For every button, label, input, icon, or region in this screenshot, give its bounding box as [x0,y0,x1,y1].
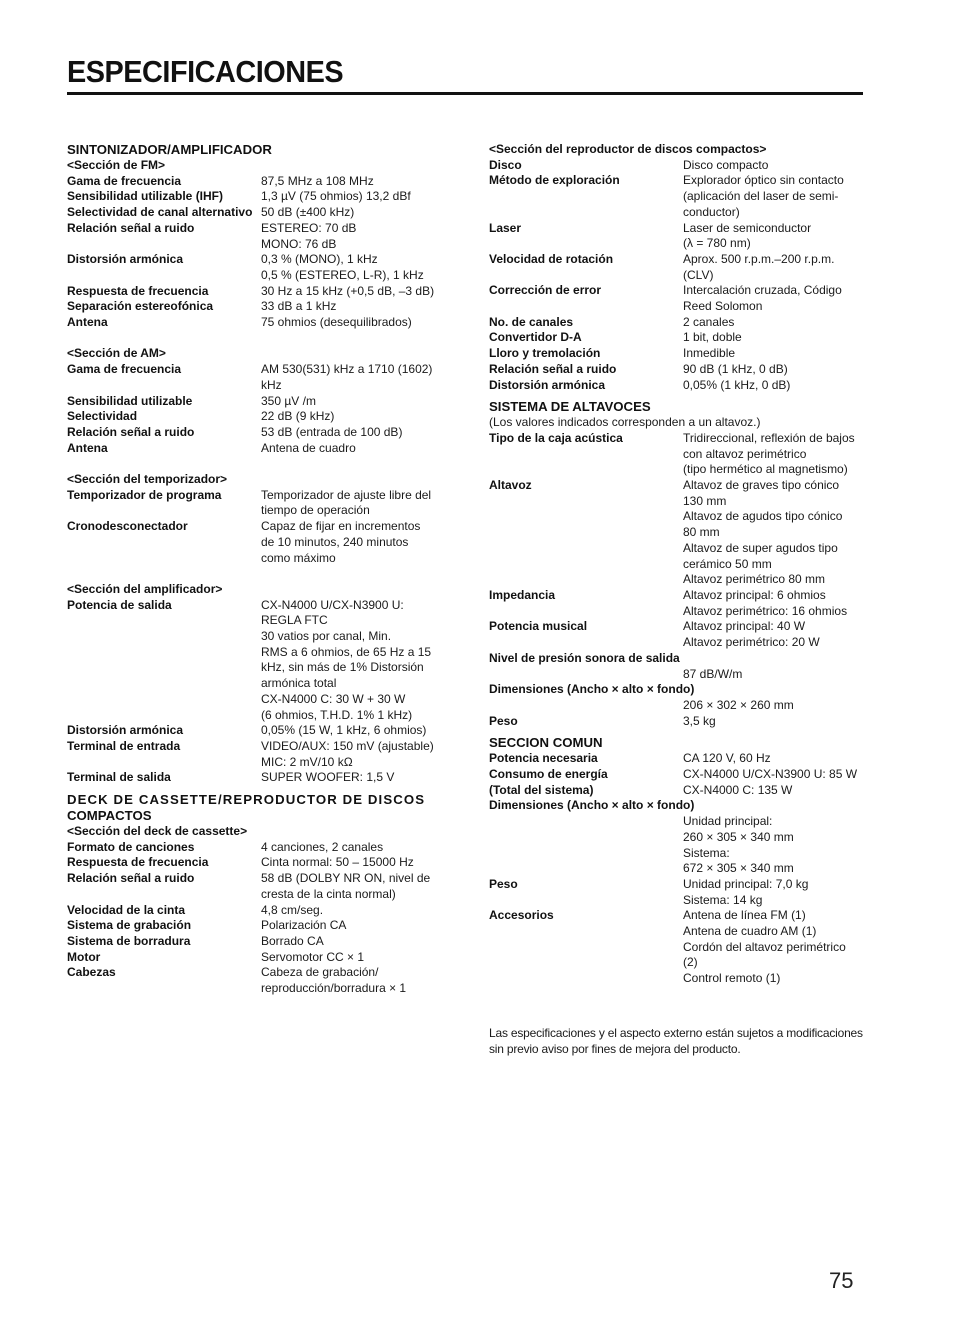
spec-label: Altavoz [489,478,532,493]
spec-label: Relación señal a ruido [67,871,195,886]
spec-value: 87,5 MHz a 108 MHz [261,173,374,188]
spec-value: Altavoz de graves tipo cónico 130 mm Altavoz de agudos tipo cónico 80 mm Altavoz de super agudos tipo cerámico 50 mm Altavoz perimétrico 80 mm [683,478,843,587]
spec-value: Aprox. 500 r.p.m.–200 r.p.m. (CLV) [683,251,835,282]
spec-row [489,330,879,346]
spec-value: 87 dB/W/m [683,666,743,681]
spec-row [489,221,879,252]
am-spec-list [67,362,457,456]
spec-row [67,221,457,252]
amplifier-spec-list [67,598,457,786]
spec-row [67,519,457,566]
spec-label: Sistema de borradura [67,934,191,948]
subsection-cd: <Sección del reproductor de discos compactos> [489,142,767,156]
spec-value: 90 dB (1 kHz, 0 dB) [683,361,788,376]
spec-row [489,362,879,378]
spec-value: CX-N4000 C: 135 W [683,782,793,797]
spec-row [489,698,879,714]
spec-value: 0,05% (15 W, 1 kHz, 6 ohmios) [261,723,427,738]
spec-row [67,723,457,739]
common-tail-spec-list [489,877,879,987]
section-title-deck: DECK DE CASSETTE/REPRODUCTOR DE DISCOS [67,792,426,808]
spec-label: Convertidor D-A [489,330,582,345]
cd-spec-list [489,158,879,394]
spec-value: 33 dB a 1 kHz [261,299,337,314]
spec-value: 1,3 µV (75 ohmios) 13,2 dBf [261,189,411,204]
spec-label: Cabezas [67,965,116,980]
section-title-deck-line2: COMPACTOS [67,808,152,824]
spec-label: (Total del sistema) [489,782,594,797]
section-title-common: SECCION COMUN [489,735,603,751]
spec-row [489,158,879,174]
spec-row [67,855,457,871]
spec-value: Unidad principal: 260 × 305 × 340 mm Sistema: 672 × 305 × 340 mm [683,814,794,876]
spec-value: Laser de semiconductor (λ = 780 nm) [683,220,812,251]
spec-label: Consumo de energía [489,767,608,782]
page-number: 75 [829,1268,854,1293]
spec-value: 75 ohmios (desequilibrados) [261,315,412,330]
fm-spec-list [67,174,457,331]
spec-row [489,651,879,667]
spec-value: Altavoz principal: 6 ohmios Altavoz perimétrico: 16 ohmios [683,587,848,618]
spec-value: 22 dB (9 kHz) [261,409,335,424]
spec-label: Relación señal a ruido [67,424,195,439]
spec-row [489,767,879,783]
spec-label: Potencia musical [489,619,588,634]
spec-label: Dimensiones (Ancho × alto × fondo) [489,798,695,813]
spec-label: Tipo de la caja acústica [489,430,623,445]
spec-row [489,908,879,987]
spec-row [67,965,457,996]
spec-row [67,871,457,902]
spec-row [67,425,457,441]
spec-value: Temporizador de ajuste libre del tiempo de operación [261,487,432,518]
spec-row [489,751,879,767]
spec-row [489,814,879,877]
spec-value: 4 canciones, 2 canales [261,839,384,854]
spec-value: 50 dB (±400 kHz) [261,205,355,220]
spec-row [489,315,879,331]
section-title-amplifier: SINTONIZADOR/AMPLIFICADOR [67,142,272,157]
spec-row [489,667,879,683]
spec-value: 206 × 302 × 260 mm [683,697,794,712]
spec-label: Potencia de salida [67,597,172,612]
spec-row [67,598,457,724]
spec-row [67,362,457,393]
subsection-cassette: <Sección del deck de cassette> [67,824,248,839]
spec-row [489,378,879,394]
spec-label: Motor [67,949,101,964]
spec-row [67,394,457,410]
spec-row [67,409,457,425]
spec-row [67,739,457,770]
spec-row [489,173,879,220]
spec-row [67,918,457,934]
spec-label: No. de canales [489,314,574,329]
spec-row [67,770,457,786]
left-column [67,142,457,997]
spec-label: Distorsión armónica [67,252,184,267]
spec-label: Relación señal a ruido [67,220,195,235]
spec-row [489,682,879,698]
spec-label: Cronodesconectador [67,519,188,534]
spec-label: Disco [489,157,522,172]
spec-label: Antena [67,440,108,455]
spec-label: Dimensiones (Ancho × alto × fondo) [489,682,695,697]
title-rule [67,92,863,95]
spec-label: Sensibilidad utilizable (IHF) [67,189,224,204]
spec-label: Terminal de salida [67,770,171,785]
spec-value: CX-N4000 U/CX-N3900 U: 85 W [683,767,858,782]
spec-row [489,346,879,362]
spec-label: Accesorios [489,908,554,923]
spec-row [489,714,879,730]
spec-value: 1 bit, doble [683,330,742,345]
spec-row [489,431,879,478]
page-title: ESPECIFICACIONES [67,54,344,89]
spec-value: ESTEREO: 70 dB MONO: 76 dB [261,220,357,251]
spec-value: Cinta normal: 50 – 15000 Hz [261,855,414,870]
timer-spec-list [67,488,457,567]
spec-value: Intercalación cruzada, Código Reed Solomon [683,283,842,314]
spec-value: Servomotor CC × 1 [261,949,365,964]
spec-label: Selectividad [67,409,138,424]
spec-row [489,283,879,314]
spec-label: Velocidad de la cinta [67,902,186,917]
spec-label: Respuesta de frecuencia [67,283,209,298]
spec-label: Temporizador de programa [67,487,222,502]
spec-row [67,299,457,315]
spec-value: 58 dB (DOLBY NR ON, nivel de cresta de la cinta normal) [261,871,431,901]
spec-value: Tridireccional, reflexión de bajos con altavoz perimétrico (tipo hermético al magnetismo) [683,430,855,477]
cassette-spec-list [67,840,457,997]
spec-label: Impedancia [489,587,556,602]
spec-value: Disco compacto [683,157,769,172]
section-title-speakers: SISTEMA DE ALTAVOCES [489,399,651,415]
spec-label: Potencia necesaria [489,751,598,766]
spec-value: CA 120 V, 60 Hz [683,751,771,766]
speakers-spec-list [489,431,879,651]
spec-row [67,189,457,205]
spec-row [489,478,879,588]
spec-row [489,252,879,283]
spec-label: Velocidad de rotación [489,251,614,266]
spec-value: Antena de línea FM (1) Antena de cuadro AM (1) Cordón del altavoz perimétrico (2) Control remoto (1) [683,908,846,986]
spec-value: 4,8 cm/seg. [261,902,324,917]
spec-label: Formato de canciones [67,839,195,854]
spec-value: AM 530(531) kHz a 1710 (1602) kHz [261,362,433,392]
subsection-amplifier: <Sección del amplificador> [67,581,223,596]
spec-row [67,950,457,966]
spec-value: 2 canales [683,314,735,329]
spec-value: CX-N4000 U/CX-N3900 U: REGLA FTC 30 vatios por canal, Min. RMS a 6 ohmios, de 65 Hz a 15 kHz, sin más de 1% Distorsión armónica total CX-N4000 C: 30 W + 30 W (6 ohmios, T.H.D. 1% 1 kHz) [261,597,432,722]
spec-label: Terminal de entrada [67,738,181,753]
spec-value: Antena de cuadro [261,440,356,455]
spec-value: Altavoz principal: 40 W Altavoz perimétrico: 20 W [683,619,820,650]
spec-value: Unidad principal: 7,0 kg Sistema: 14 kg [683,876,809,907]
spec-label: Sensibilidad utilizable [67,393,193,408]
spec-row [67,488,457,519]
spec-label: Método de exploración [489,173,620,188]
spec-value: Capaz de fijar en incrementos de 10 minutos, 240 minutos como máximo [261,519,421,565]
spec-value: Cabeza de grabación/ reproducción/borradura × 1 [261,965,407,996]
spec-label: Gama de frecuencia [67,362,182,377]
spec-label: Nivel de presión sonora de salida [489,650,680,665]
spec-value: 30 Hz a 15 kHz (+0,5 dB, –3 dB) [261,283,435,298]
spec-value: Inmedible [683,346,736,361]
spec-label: Peso [489,876,518,891]
spec-row [67,284,457,300]
spec-value: VIDEO/AUX: 150 mV (ajustable) MIC: 2 mV/10 kΩ [261,738,434,769]
spec-label: Relación señal a ruido [489,361,617,376]
spec-row [67,205,457,221]
spec-value: SUPER WOOFER: 1,5 V [261,770,395,785]
subsection-am: <Sección de AM> [67,346,166,361]
spec-value: 0,3 % (MONO), 1 kHz 0,5 % (ESTEREO, L-R), 1 kHz [261,252,424,282]
spec-label: Selectividad de canal alternativo [67,205,253,220]
spec-value: 0,05% (1 kHz, 0 dB) [683,377,791,392]
subsection-fm: <Sección de FM> [67,158,166,172]
spec-row [67,174,457,190]
spec-row [489,783,879,799]
spec-label: Laser [489,220,522,235]
subsection-timer: <Sección del temporizador> [67,472,228,487]
spec-value: 3,5 kg [683,713,716,728]
spec-label: Distorsión armónica [67,723,184,738]
spec-row [67,315,457,331]
spec-label: Corrección de error [489,283,602,298]
spec-label: Gama de frecuencia [67,173,182,188]
spec-row [67,903,457,919]
spec-row [67,252,457,283]
spec-value: Polarización CA [261,918,347,933]
spec-value: 53 dB (entrada de 100 dB) [261,424,403,439]
spec-label: Antena [67,315,108,330]
spec-row [67,441,457,457]
right-column [489,142,879,987]
spec-label: Lloro y tremolación [489,346,601,361]
spec-label: Distorsión armónica [489,377,606,392]
spec-row [489,798,879,814]
spec-label: Peso [489,713,518,728]
spec-label: Separación estereofónica [67,299,214,314]
speakers-note: (Los valores indicados corresponden a un altavoz.) [489,415,761,430]
spec-value: 350 µV /m [261,393,316,408]
spec-row [67,840,457,856]
common-spec-list [489,751,879,798]
spec-row [67,934,457,950]
footnote: Las especificaciones y el aspecto externo están sujetos a modificaciones sin previo aviso por fines de mejora del producto. [489,1026,863,1056]
spec-row [489,619,879,650]
spec-label: Sistema de grabación [67,918,192,933]
spec-value: Explorador óptico sin contacto (aplicación del laser de semi- conductor) [683,173,844,219]
spec-value: Borrado CA [261,934,324,948]
spec-row [489,877,879,908]
spec-label: Respuesta de frecuencia [67,855,209,870]
spec-row [489,588,879,619]
